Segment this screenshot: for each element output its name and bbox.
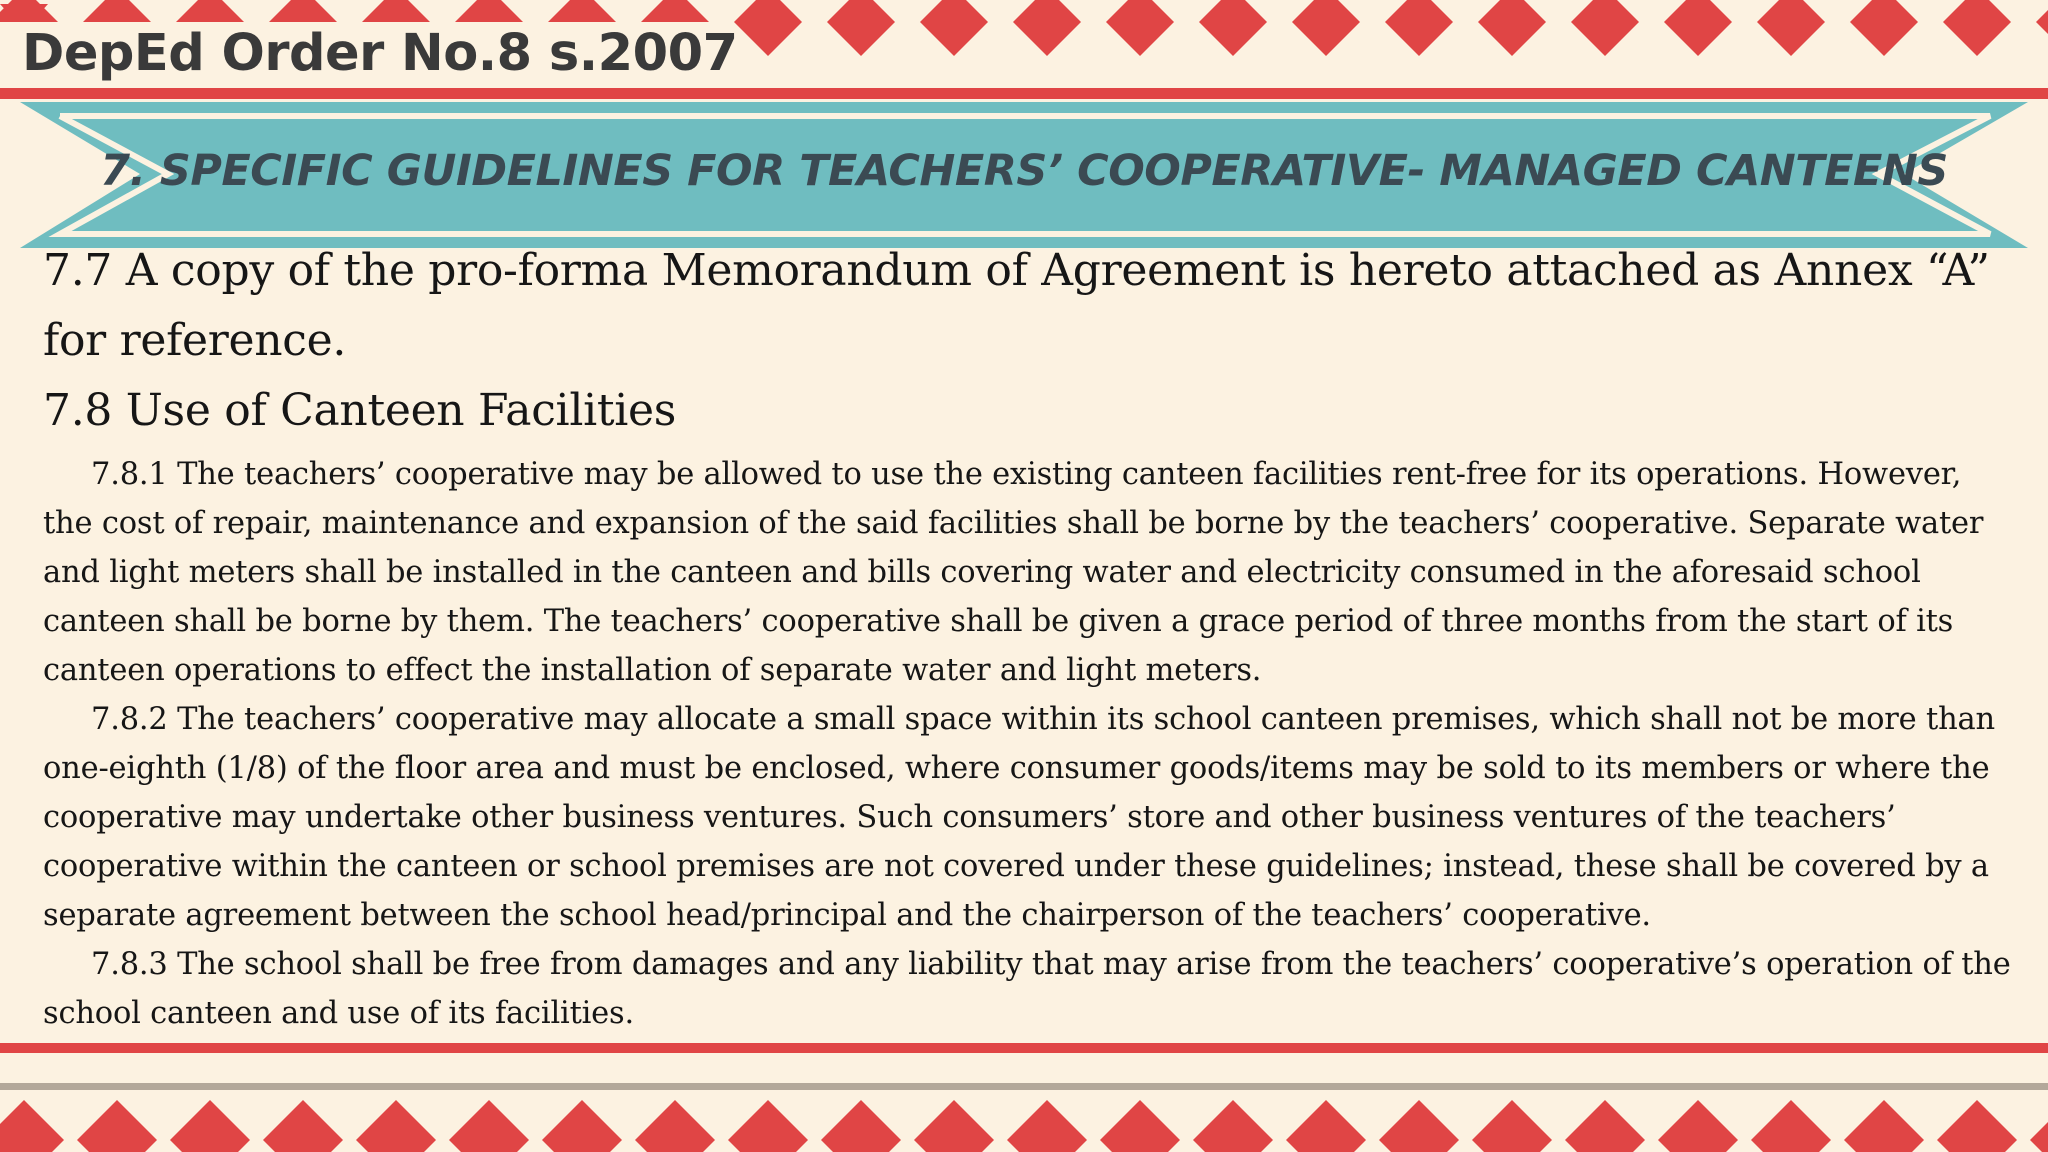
border-diamond xyxy=(1664,0,1732,56)
section-banner xyxy=(0,98,2048,258)
border-diamond xyxy=(1472,1100,1552,1152)
border-diamond xyxy=(920,0,988,56)
banner-title: 7. SPECIFIC GUIDELINES FOR TEACHERS’ COOPERATIVE- MANAGED CANTEENS xyxy=(100,146,1948,196)
border-diamond xyxy=(1943,0,2011,56)
border-diamond xyxy=(170,1100,250,1152)
border-diamond xyxy=(1007,1100,1087,1152)
border-diamond xyxy=(1571,0,1639,56)
section-7-8-3: 7.8.3 The school shall be free from damages and any liability that may arise from the teachers’ cooperative’s operation of the school canteen and use of its facilities. xyxy=(43,947,2011,1031)
border-diamond xyxy=(1106,0,1174,56)
border-diamond xyxy=(1751,1100,1831,1152)
bottom-diamond-border xyxy=(0,1088,2048,1152)
border-diamond xyxy=(827,0,895,56)
border-diamond xyxy=(1292,0,1360,56)
border-diamond xyxy=(1286,1100,1366,1152)
border-diamond xyxy=(1100,1100,1180,1152)
border-diamond xyxy=(635,1100,715,1152)
border-diamond xyxy=(0,1100,64,1152)
border-diamond xyxy=(1199,0,1267,56)
border-diamond xyxy=(1757,0,1825,56)
border-diamond xyxy=(821,1100,901,1152)
border-diamond xyxy=(356,1100,436,1152)
document-body xyxy=(43,236,2018,1038)
border-diamond xyxy=(2036,0,2048,56)
border-diamond xyxy=(1193,1100,1273,1152)
border-diamond xyxy=(734,0,802,56)
border-diamond xyxy=(449,1100,529,1152)
border-diamond xyxy=(1658,1100,1738,1152)
document-label-box xyxy=(0,22,738,84)
document-label: DepEd Order No.8 s.2007 xyxy=(22,24,738,83)
border-diamond xyxy=(1478,0,1546,56)
section-7-8-1: 7.8.1 The teachers’ cooperative may be allowed to use the existing canteen facilities rent-free for its operations. However, the cost of repair, maintenance and expansion of the said facilities shall be borne by the teachers’ cooperative. Separate water and light meters shall be installed in the canteen and bills covering water and electricity consumed in the aforesaid school canteen shall be borne by them. The teachers’ cooperative shall be given a grace period of three months from the start of its canteen operations to effect the installation of separate water and light meters. xyxy=(43,457,1984,688)
section-7-8-heading: 7.8 Use of Canteen Facilities xyxy=(43,385,677,436)
border-diamond xyxy=(77,1100,157,1152)
border-diamond xyxy=(1844,1100,1924,1152)
border-diamond xyxy=(1850,0,1918,56)
border-diamond xyxy=(263,1100,343,1152)
border-diamond xyxy=(2030,1100,2048,1152)
border-diamond xyxy=(1937,1100,2017,1152)
bottom-red-rule xyxy=(0,1043,2048,1053)
border-diamond xyxy=(1379,1100,1459,1152)
border-diamond xyxy=(728,1100,808,1152)
border-diamond xyxy=(1385,0,1453,56)
border-diamond xyxy=(1565,1100,1645,1152)
section-7-7: 7.7 A copy of the pro-forma Memorandum of Agreement is hereto attached as Annex “A” for reference. xyxy=(43,245,1990,366)
section-7-8-2: 7.8.2 The teachers’ cooperative may allocate a small space within its school canteen premises, which shall not be more than one-eighth (1/8) of the floor area and must be enclosed, where consumer goods/items may be sold to its members or where the cooperative may undertake other business ventures. Such consumers’ store and other business ventures of the teachers’ cooperative within the canteen or school premises are not covered under these guidelines; instead, these shall be covered by a separate agreement between the school head/principal and the chairperson of the teachers’ cooperative. xyxy=(43,702,1995,933)
border-diamond xyxy=(542,1100,622,1152)
border-diamond xyxy=(914,1100,994,1152)
border-diamond xyxy=(1013,0,1081,56)
